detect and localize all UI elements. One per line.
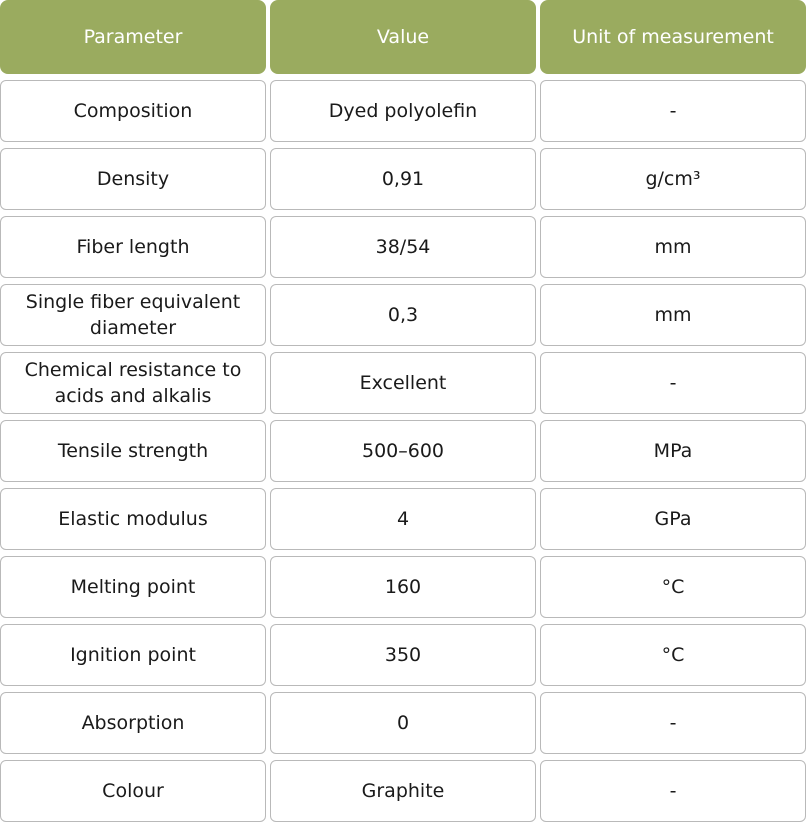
unit-cell: °C (540, 556, 806, 618)
value-cell: 350 (270, 624, 536, 686)
header-value: Value (270, 0, 536, 74)
unit-cell: - (540, 80, 806, 142)
unit-cell: mm (540, 284, 806, 346)
header-parameter: Parameter (0, 0, 266, 74)
value-cell: 38/54 (270, 216, 536, 278)
unit-cell: - (540, 352, 806, 414)
unit-cell: °C (540, 624, 806, 686)
value-cell: 0,91 (270, 148, 536, 210)
value-cell: 0 (270, 692, 536, 754)
parameter-cell: Chemical resistance to acids and alkalis (0, 352, 266, 414)
value-cell: Graphite (270, 760, 536, 822)
parameter-cell: Fiber length (0, 216, 266, 278)
value-cell: Dyed polyolefin (270, 80, 536, 142)
value-cell: 160 (270, 556, 536, 618)
parameter-cell: Absorption (0, 692, 266, 754)
value-cell: Excellent (270, 352, 536, 414)
parameter-cell: Colour (0, 760, 266, 822)
value-cell: 500–600 (270, 420, 536, 482)
value-cell: 0,3 (270, 284, 536, 346)
parameter-cell: Density (0, 148, 266, 210)
unit-cell: - (540, 692, 806, 754)
parameter-cell: Single fiber equivalent diameter (0, 284, 266, 346)
unit-cell: g/cm³ (540, 148, 806, 210)
parameter-cell: Composition (0, 80, 266, 142)
header-unit: Unit of measurement (540, 0, 806, 74)
unit-cell: MPa (540, 420, 806, 482)
parameter-cell: Ignition point (0, 624, 266, 686)
unit-cell: GPa (540, 488, 806, 550)
parameter-cell: Elastic modulus (0, 488, 266, 550)
unit-cell: - (540, 760, 806, 822)
unit-cell: mm (540, 216, 806, 278)
parameter-cell: Tensile strength (0, 420, 266, 482)
parameter-cell: Melting point (0, 556, 266, 618)
value-cell: 4 (270, 488, 536, 550)
